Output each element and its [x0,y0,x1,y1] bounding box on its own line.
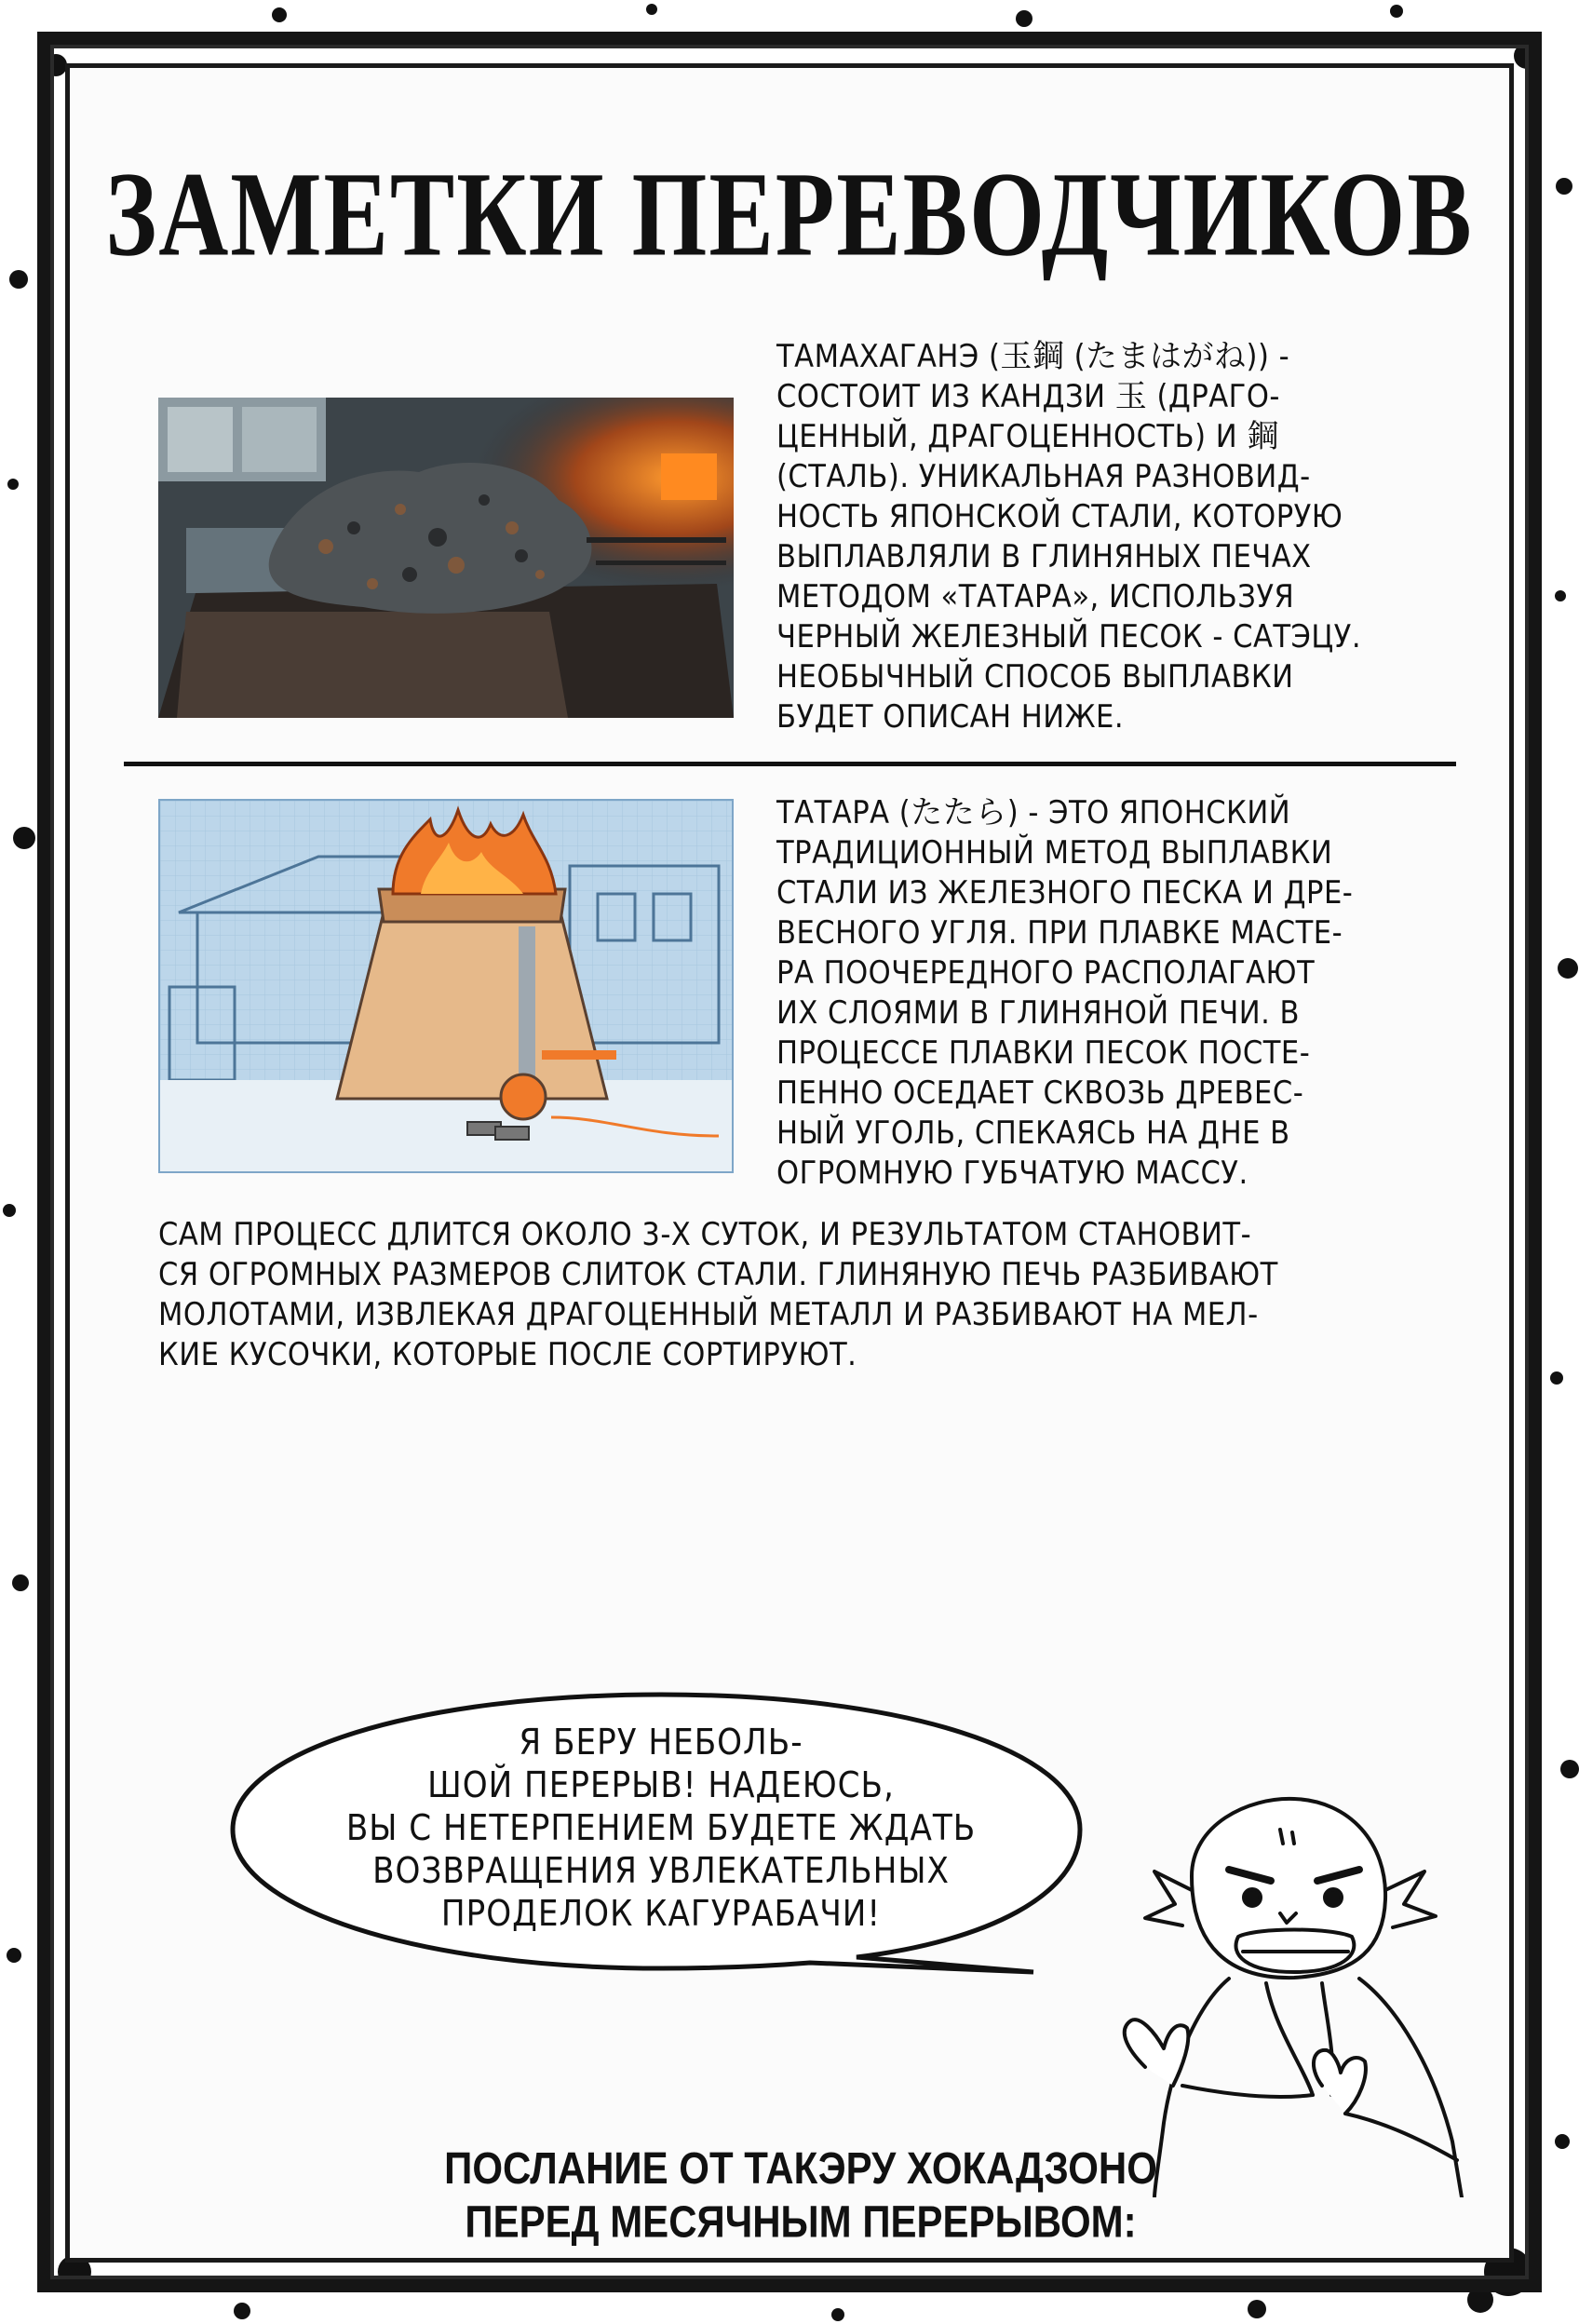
tamahagane-note: ТАМАХАГАНЭ (玉鋼 (たまはがね)) - СОСТОИТ ИЗ КАНДЗИ 玉 (ДРАГО- ЦЕННЫЙ, ДРАГОЦЕННОСТЬ) И 鋼 (СТАЛЬ). УНИКАЛЬНАЯ РАЗНОВИД- НОСТЬ ЯПОНСКОЙ СТАЛИ, КОТОРУЮ ВЫПЛАВЛЯЛИ В ГЛИНЯНЫХ ПЕЧАХ МЕТОДОМ «ТАТАРА», ИСПОЛЬЗУЯ ЧЕРНЫЙ ЖЕЛЕЗНЫЙ ПЕСОК - САТЭЦУ. НЕОБЫЧНЫЙ СПОСОБ ВЫПЛАВКИ БУДЕТ ОПИСАН НИЖЕ. [776,338,1362,736]
process-paragraph: САМ ПРОЦЕСС ДЛИТСЯ ОКОЛО 3-Х СУТОК, И РЕЗУЛЬТАТОМ СТАНОВИТ- СЯ ОГРОМНЫХ РАЗМЕРОВ СЛИТОК СТАЛИ. ГЛИНЯНУЮ ПЕЧЬ РАЗБИВАЮТ МОЛОТАМИ, ИЗВЛЕКАЯ ДРАГОЦЕННЫЙ МЕТАЛЛ И РАЗБИВАЮТ НА МЕЛ- КИЕ КУСОЧКИ, КОТОРЫЕ ПОСЛЕ СОРТИРУЮТ. [158,1216,1278,1373]
footer-message-line1: ПОСЛАНИЕ ОТ ТАКЭРУ ХОКАДЗОНО [444,2142,1157,2194]
tatara-furnace-drawing [158,799,734,1173]
footer-message-line2: ПЕРЕД МЕСЯЧНЫМ ПЕРЕРЫВОМ: [465,2196,1137,2247]
tamahagane-photo [158,398,734,718]
author-chibi-illustration [1089,1788,1527,2197]
tatara-note: ТАТАРА (たたら) - ЭТО ЯПОНСКИЙ ТРАДИЦИОННЫЙ МЕТОД ВЫПЛАВКИ СТАЛИ ИЗ ЖЕЛЕЗНОГО ПЕСКА И ДРЕ- ВЕСНОГО УГЛЯ. ПРИ ПЛАВКЕ МАСТЕ- РА ПООЧЕРЕДНОГО РАСПОЛАГАЮТ ИХ СЛОЯМИ В ГЛИНЯНОЙ ПЕЧИ. В ПРОЦЕССЕ ПЛАВКИ ПЕСОК ПОСТЕ- ПЕННО ОСЕДАЕТ СКВОЗЬ ДРЕВЕС- НЫЙ УГОЛЬ, СПЕКАЯСЬ НА ДНЕ В ОГРОМНУЮ ГУБЧАТУЮ МАССУ. [776,794,1354,1192]
footer-message [438,2142,1164,2249]
section-divider [124,762,1456,766]
page-title: ЗАМЕТКИ ПЕРЕВОДЧИКОВ [105,147,1474,282]
speech-bubble-text: Я БЕРУ НЕБОЛЬ- ШОЙ ПЕРЕРЫВ! НАДЕЮСЬ, ВЫ С НЕТЕРПЕНИЕМ БУДЕТЕ ЖДАТЬ ВОЗВРАЩЕНИЯ УВЛЕКАТЕЛЬНЫХ ПРОДЕЛОК КАГУРАБАЧИ! [345,1722,977,1934]
